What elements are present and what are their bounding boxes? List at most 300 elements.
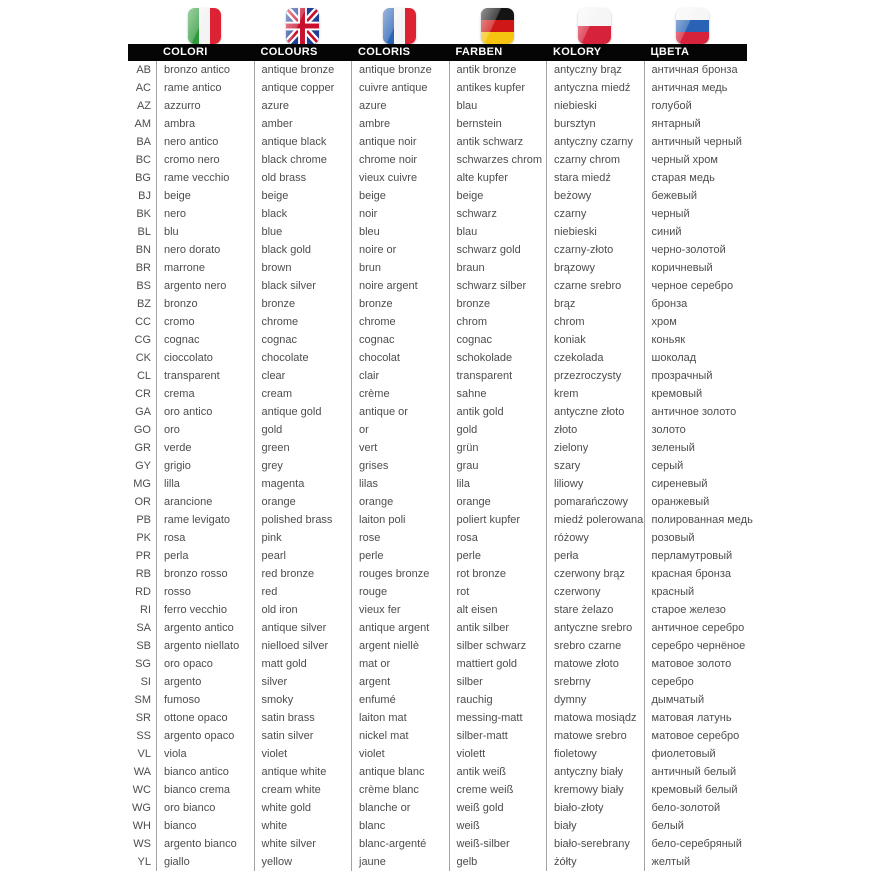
italian-cell: cioccolato <box>156 349 254 367</box>
russian-cell: прозрачный <box>644 367 742 385</box>
italian-cell: fumoso <box>156 691 254 709</box>
table-row <box>128 97 747 115</box>
code-cell: GA <box>135 406 151 418</box>
french-cell: beige <box>351 187 449 205</box>
english-cell: white <box>254 817 352 835</box>
polish-cell: czerwony brąz <box>546 565 644 583</box>
french-cell: vieux fer <box>351 601 449 619</box>
polish-cell: beżowy <box>546 187 644 205</box>
translation-table <box>128 8 753 871</box>
french-cell: cuivre antique <box>351 79 449 97</box>
french-cell: vieux cuivre <box>351 169 449 187</box>
polish-cell: biało-serebrany <box>546 835 644 853</box>
german-cell: antik bronze <box>449 61 547 79</box>
polish-cell: krem <box>546 385 644 403</box>
russian-cell: античное золото <box>644 403 742 421</box>
italian-cell: beige <box>156 187 254 205</box>
english-cell: pearl <box>254 547 352 565</box>
code-cell: MG <box>133 478 151 490</box>
english-cell: gold <box>254 421 352 439</box>
code-cell: WC <box>132 784 151 796</box>
french-cell: blanc <box>351 817 449 835</box>
french-cell: laiton mat <box>351 709 449 727</box>
flag-cell <box>351 8 449 44</box>
english-cell: antique copper <box>254 79 352 97</box>
table-row <box>128 259 747 277</box>
german-cell: gold <box>449 421 547 439</box>
flag-poland-icon <box>578 8 611 44</box>
english-cell: red bronze <box>254 565 352 583</box>
table-row <box>128 835 747 853</box>
table-row <box>128 187 747 205</box>
italian-cell: oro opaco <box>156 655 254 673</box>
english-cell: nielloed silver <box>254 637 352 655</box>
italian-cell: bronzo <box>156 295 254 313</box>
german-cell: violett <box>449 745 547 763</box>
russian-cell: полированная медь <box>644 511 742 529</box>
english-cell: polished brass <box>254 511 352 529</box>
polish-cell: perła <box>546 547 644 565</box>
table-row <box>128 367 747 385</box>
french-cell: cognac <box>351 331 449 349</box>
english-cell: red <box>254 583 352 601</box>
russian-cell: оранжевый <box>644 493 742 511</box>
russian-cell: бело-серебряный <box>644 835 742 853</box>
french-cell: crème <box>351 385 449 403</box>
table-row <box>128 853 747 871</box>
russian-cell: коричневый <box>644 259 742 277</box>
table-row <box>128 421 747 439</box>
code-cell: WS <box>133 838 151 850</box>
german-cell: silber <box>449 673 547 691</box>
english-cell: green <box>254 439 352 457</box>
russian-cell: черно-золотой <box>644 241 742 259</box>
french-cell: crème blanc <box>351 781 449 799</box>
english-cell: bronze <box>254 295 352 313</box>
german-cell: antikes kupfer <box>449 79 547 97</box>
german-cell: alte kupfer <box>449 169 547 187</box>
german-cell: gelb <box>449 853 547 871</box>
polish-cell: dymny <box>546 691 644 709</box>
table-row <box>128 277 747 295</box>
code-cell: SB <box>136 640 151 652</box>
italian-cell: oro bianco <box>156 799 254 817</box>
french-cell: noire argent <box>351 277 449 295</box>
russian-cell: розовый <box>644 529 742 547</box>
english-cell: black gold <box>254 241 352 259</box>
french-cell: rose <box>351 529 449 547</box>
table-row <box>128 637 747 655</box>
english-cell: cognac <box>254 331 352 349</box>
french-cell: antique blanc <box>351 763 449 781</box>
table-row <box>128 709 747 727</box>
flag-italy-icon <box>188 8 221 44</box>
code-cell: PR <box>135 550 151 562</box>
code-cell: CC <box>135 316 151 328</box>
table-row <box>128 169 747 187</box>
table-row <box>128 457 747 475</box>
italian-cell: argento bianco <box>156 835 254 853</box>
code-column-spacer <box>128 8 156 44</box>
french-cell: or <box>351 421 449 439</box>
german-cell: schwarz silber <box>449 277 547 295</box>
flag-france-icon <box>383 8 416 44</box>
polish-cell: matowe srebro <box>546 727 644 745</box>
german-cell: bernstein <box>449 115 547 133</box>
italian-cell: viola <box>156 745 254 763</box>
italian-cell: arancione <box>156 493 254 511</box>
english-cell: antique white <box>254 763 352 781</box>
italian-cell: ottone opaco <box>156 709 254 727</box>
italian-cell: argento opaco <box>156 727 254 745</box>
russian-cell: античный черный <box>644 133 742 151</box>
code-cell: CR <box>135 388 151 400</box>
english-cell: satin brass <box>254 709 352 727</box>
column-header-russia: ЦВЕТА <box>650 46 690 58</box>
polish-cell: biało-złoty <box>546 799 644 817</box>
italian-cell: rame antico <box>156 79 254 97</box>
english-cell: chocolate <box>254 349 352 367</box>
german-cell: weiß <box>449 817 547 835</box>
french-cell: brun <box>351 259 449 277</box>
italian-cell: nero antico <box>156 133 254 151</box>
table-row <box>128 61 747 79</box>
code-cell: YL <box>137 856 151 868</box>
flags-row <box>128 8 747 44</box>
table-row <box>128 475 747 493</box>
italian-cell: grigio <box>156 457 254 475</box>
german-cell: cognac <box>449 331 547 349</box>
italian-cell: rosa <box>156 529 254 547</box>
code-cell: CK <box>135 352 151 364</box>
russian-cell: фиолетовый <box>644 745 742 763</box>
german-cell: poliert kupfer <box>449 511 547 529</box>
french-cell: lilas <box>351 475 449 493</box>
code-cell: PK <box>136 532 151 544</box>
polish-cell: czekolada <box>546 349 644 367</box>
table-row <box>128 529 747 547</box>
russian-cell: черный <box>644 205 742 223</box>
french-cell: enfumé <box>351 691 449 709</box>
code-cell: WH <box>132 820 151 832</box>
english-cell: orange <box>254 493 352 511</box>
german-cell: antik weiß <box>449 763 547 781</box>
code-cell: BG <box>135 172 151 184</box>
italian-cell: perla <box>156 547 254 565</box>
table-row <box>128 331 747 349</box>
french-cell: chocolat <box>351 349 449 367</box>
english-cell: pink <box>254 529 352 547</box>
russian-cell: серебро чернёное <box>644 637 742 655</box>
table-row <box>128 403 747 421</box>
code-cell: AZ <box>136 100 151 112</box>
german-cell: creme weiß <box>449 781 547 799</box>
french-cell: rouge <box>351 583 449 601</box>
french-cell: blanche or <box>351 799 449 817</box>
code-cell: RI <box>140 604 151 616</box>
table-row <box>128 781 747 799</box>
code-cell: BA <box>136 136 151 148</box>
german-cell: weiß gold <box>449 799 547 817</box>
table-row <box>128 673 747 691</box>
french-cell: nickel mat <box>351 727 449 745</box>
italian-cell: crema <box>156 385 254 403</box>
code-cell: BJ <box>138 190 151 202</box>
polish-cell: srebrny <box>546 673 644 691</box>
italian-cell: oro <box>156 421 254 439</box>
italian-cell: nero <box>156 205 254 223</box>
column-header-poland: KOLORY <box>553 46 602 58</box>
russian-cell: желтый <box>644 853 742 871</box>
table-row <box>128 817 747 835</box>
italian-cell: giallo <box>156 853 254 871</box>
code-cell: SG <box>135 658 151 670</box>
russian-cell: золото <box>644 421 742 439</box>
english-cell: white gold <box>254 799 352 817</box>
german-cell: silber schwarz <box>449 637 547 655</box>
table-row <box>128 349 747 367</box>
polish-cell: zielony <box>546 439 644 457</box>
french-cell: antique or <box>351 403 449 421</box>
polish-cell: matowa mosiądz <box>546 709 644 727</box>
russian-cell: матовая латунь <box>644 709 742 727</box>
polish-cell: biały <box>546 817 644 835</box>
table-header <box>128 44 747 61</box>
flag-cell <box>449 8 547 44</box>
code-cell: SS <box>136 730 151 742</box>
russian-cell: античный белый <box>644 763 742 781</box>
french-cell: antique argent <box>351 619 449 637</box>
polish-cell: stara miedź <box>546 169 644 187</box>
code-cell: AM <box>134 118 151 130</box>
polish-cell: przezroczysty <box>546 367 644 385</box>
polish-cell: stare żelazo <box>546 601 644 619</box>
french-cell: grises <box>351 457 449 475</box>
german-cell: grün <box>449 439 547 457</box>
table-body <box>128 61 753 871</box>
table-row <box>128 745 747 763</box>
italian-cell: rame vecchio <box>156 169 254 187</box>
code-cell: BK <box>136 208 151 220</box>
polish-cell: czarne srebro <box>546 277 644 295</box>
english-cell: antique bronze <box>254 61 352 79</box>
french-cell: jaune <box>351 853 449 871</box>
column-header-italy: COLORI <box>163 46 208 58</box>
polish-cell: czarny chrom <box>546 151 644 169</box>
italian-cell: rame levigato <box>156 511 254 529</box>
italian-cell: blu <box>156 223 254 241</box>
russian-cell: серебро <box>644 673 742 691</box>
code-cell: WG <box>132 802 151 814</box>
polish-cell: koniak <box>546 331 644 349</box>
table-row <box>128 727 747 745</box>
italian-cell: argento <box>156 673 254 691</box>
column-header-germany: FARBEN <box>455 46 503 58</box>
french-cell: argent niellè <box>351 637 449 655</box>
polish-cell: antyczny czarny <box>546 133 644 151</box>
russian-cell: коньяк <box>644 331 742 349</box>
russian-cell: черный хром <box>644 151 742 169</box>
code-cell: AC <box>135 82 151 94</box>
russian-cell: хром <box>644 313 742 331</box>
table-row <box>128 691 747 709</box>
polish-cell: miedź polerowana <box>546 511 644 529</box>
flag-uk-icon <box>286 8 319 44</box>
italian-cell: rosso <box>156 583 254 601</box>
french-cell: vert <box>351 439 449 457</box>
polish-cell: brąz <box>546 295 644 313</box>
code-cell: BR <box>135 262 151 274</box>
code-cell: OR <box>134 496 151 508</box>
german-cell: blau <box>449 97 547 115</box>
table-row <box>128 763 747 781</box>
table-row <box>128 115 747 133</box>
russian-cell: красный <box>644 583 742 601</box>
italian-cell: nero dorato <box>156 241 254 259</box>
german-cell: sahne <box>449 385 547 403</box>
polish-cell: czarny-złoto <box>546 241 644 259</box>
polish-cell: kremowy biały <box>546 781 644 799</box>
russian-cell: красная бронза <box>644 565 742 583</box>
english-cell: magenta <box>254 475 352 493</box>
french-cell: chrome noir <box>351 151 449 169</box>
french-cell: antique bronze <box>351 61 449 79</box>
table-row <box>128 619 747 637</box>
code-cell: BN <box>135 244 151 256</box>
polish-cell: pomarańczowy <box>546 493 644 511</box>
italian-cell: marrone <box>156 259 254 277</box>
french-cell: argent <box>351 673 449 691</box>
english-cell: amber <box>254 115 352 133</box>
french-cell: mat or <box>351 655 449 673</box>
french-cell: rouges bronze <box>351 565 449 583</box>
italian-cell: bianco antico <box>156 763 254 781</box>
russian-cell: голубой <box>644 97 742 115</box>
table-row <box>128 205 747 223</box>
english-cell: old brass <box>254 169 352 187</box>
german-cell: antik schwarz <box>449 133 547 151</box>
german-cell: mattiert gold <box>449 655 547 673</box>
polish-cell: brązowy <box>546 259 644 277</box>
polish-cell: antyczny biały <box>546 763 644 781</box>
russian-cell: матовое золото <box>644 655 742 673</box>
russian-cell: матовое серебро <box>644 727 742 745</box>
russian-cell: черное серебро <box>644 277 742 295</box>
russian-cell: бронза <box>644 295 742 313</box>
column-header-uk: COLOURS <box>260 46 318 58</box>
german-cell: blau <box>449 223 547 241</box>
table-row <box>128 511 753 529</box>
english-cell: brown <box>254 259 352 277</box>
polish-cell: chrom <box>546 313 644 331</box>
code-cell: SM <box>134 694 151 706</box>
french-cell: orange <box>351 493 449 511</box>
flag-cell <box>546 8 644 44</box>
french-cell: bronze <box>351 295 449 313</box>
german-cell: messing-matt <box>449 709 547 727</box>
table-row <box>128 133 747 151</box>
polish-cell: fioletowy <box>546 745 644 763</box>
code-cell: BS <box>136 280 151 292</box>
russian-cell: шоколад <box>644 349 742 367</box>
russian-cell: античная медь <box>644 79 742 97</box>
english-cell: black chrome <box>254 151 352 169</box>
polish-cell: srebro czarne <box>546 637 644 655</box>
table-row <box>128 295 747 313</box>
french-cell: chrome <box>351 313 449 331</box>
code-cell: PB <box>136 514 151 526</box>
column-header-france: COLORIS <box>358 46 411 58</box>
russian-cell: белый <box>644 817 742 835</box>
russian-cell: дымчатый <box>644 691 742 709</box>
polish-cell: niebieski <box>546 97 644 115</box>
code-cell: AB <box>136 64 151 76</box>
english-cell: silver <box>254 673 352 691</box>
code-cell: RB <box>135 568 151 580</box>
russian-cell: зеленый <box>644 439 742 457</box>
russian-cell: старое железо <box>644 601 742 619</box>
english-cell: matt gold <box>254 655 352 673</box>
german-cell: bronze <box>449 295 547 313</box>
russian-cell: серый <box>644 457 742 475</box>
english-cell: beige <box>254 187 352 205</box>
polish-cell: matowe złoto <box>546 655 644 673</box>
german-cell: transparent <box>449 367 547 385</box>
english-cell: satin silver <box>254 727 352 745</box>
flag-germany-icon <box>481 8 514 44</box>
german-cell: rot <box>449 583 547 601</box>
english-cell: grey <box>254 457 352 475</box>
russian-cell: бело-золотой <box>644 799 742 817</box>
german-cell: schwarz gold <box>449 241 547 259</box>
english-cell: blue <box>254 223 352 241</box>
italian-cell: verde <box>156 439 254 457</box>
english-cell: cream <box>254 385 352 403</box>
polish-cell: niebieski <box>546 223 644 241</box>
code-cell: BC <box>135 154 151 166</box>
italian-cell: argento nero <box>156 277 254 295</box>
table-row <box>128 241 747 259</box>
english-cell: black <box>254 205 352 223</box>
polish-cell: antyczna miedź <box>546 79 644 97</box>
polish-cell: czarny <box>546 205 644 223</box>
german-cell: schokolade <box>449 349 547 367</box>
flag-russia-icon <box>676 8 709 44</box>
german-cell: beige <box>449 187 547 205</box>
italian-cell: ferro vecchio <box>156 601 254 619</box>
english-cell: old iron <box>254 601 352 619</box>
table-row <box>128 385 747 403</box>
polish-cell: antyczne srebro <box>546 619 644 637</box>
code-cell: CG <box>134 334 151 346</box>
german-cell: braun <box>449 259 547 277</box>
russian-cell: кремовый <box>644 385 742 403</box>
table-row <box>128 583 747 601</box>
table-row <box>128 223 747 241</box>
russian-cell: сиреневый <box>644 475 742 493</box>
flag-cell <box>644 8 742 44</box>
code-cell: RD <box>135 586 151 598</box>
german-cell: antik silber <box>449 619 547 637</box>
german-cell: rot bronze <box>449 565 547 583</box>
flag-cell <box>156 8 254 44</box>
russian-cell: янтарный <box>644 115 742 133</box>
german-cell: silber-matt <box>449 727 547 745</box>
english-cell: black silver <box>254 277 352 295</box>
german-cell: schwarzes chrom <box>449 151 547 169</box>
french-cell: laiton poli <box>351 511 449 529</box>
german-cell: antik gold <box>449 403 547 421</box>
